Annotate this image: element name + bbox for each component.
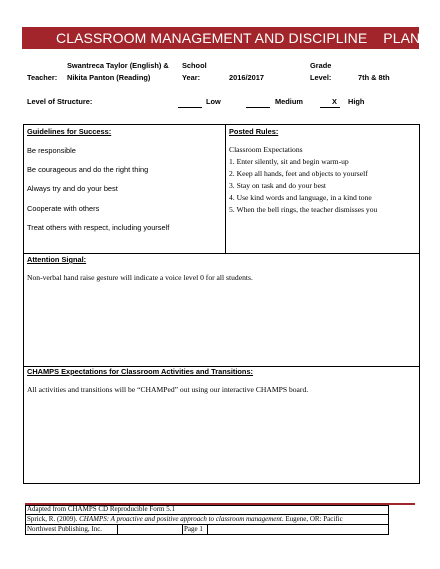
- structure-medium: Medium: [275, 97, 303, 106]
- footer-col-divider: [117, 524, 118, 535]
- teacher-name-line1: Swantreca Taylor (English) &: [67, 61, 169, 70]
- guideline-item: Always try and do your best: [27, 184, 118, 193]
- attention-signal-box: [23, 253, 420, 367]
- rule-item: 1. Enter silently, sit and begin warm-up: [229, 157, 349, 166]
- year-label: Year:: [182, 73, 201, 82]
- teacher-name-line2: Nikita Panton (Reading): [67, 73, 151, 82]
- footer-citation: [27, 515, 343, 524]
- medium-blank: [246, 107, 270, 108]
- high-blank: [320, 107, 340, 108]
- page-title: CLASSROOM MANAGEMENT AND DISCIPLINE PLAN: [22, 27, 419, 49]
- attention-text: Non-verbal hand raise gesture will indicate a voice level 0 for all students.: [27, 273, 253, 282]
- year-value: 2016/2017: [229, 73, 264, 82]
- guideline-item: Cooperate with others: [27, 204, 100, 213]
- school-label: School: [182, 61, 207, 70]
- footer-publisher: Northwest Publishing, Inc.: [27, 525, 103, 533]
- structure-high: High: [348, 97, 365, 106]
- citation-prefix: Sprick, R. (2009).: [27, 515, 80, 523]
- citation-suffix: . Eugene, OR: Pacific: [281, 515, 343, 523]
- rule-item: 3. Stay on task and do your best: [229, 181, 327, 190]
- teacher-label: Teacher:: [27, 73, 58, 82]
- guidelines-heading: Guidelines for Success:: [27, 127, 112, 136]
- attention-heading: Attention Signal:: [27, 255, 87, 264]
- footer-page-number: Page 1: [184, 525, 203, 533]
- guideline-item: Treat others with respect, including yourself: [27, 223, 170, 232]
- champs-text: All activities and transitions will be “CHAMPed” out using our interactive CHAMPS board.: [27, 385, 309, 394]
- low-blank: [178, 107, 202, 108]
- rules-subheading: Classroom Expectations: [229, 145, 303, 154]
- grade-level-value: 7th & 8th: [358, 73, 390, 82]
- grade-label: Grade: [310, 61, 332, 70]
- level-label: Level:: [310, 73, 332, 82]
- footer-adapted: Adapted from CHAMPS CD Reproducible Form 5.1: [27, 505, 175, 513]
- champs-heading: CHAMPS Expectations for Classroom Activities and Transitions:: [27, 367, 254, 376]
- structure-low: Low: [206, 97, 221, 106]
- column-divider: [225, 124, 226, 254]
- rules-heading: Posted Rules:: [229, 127, 279, 136]
- rule-item: 2. Keep all hands, feet and objects to yourself: [229, 169, 368, 178]
- guideline-item: Be courageous and do the right thing: [27, 165, 149, 174]
- structure-selected-mark: X: [332, 97, 337, 106]
- footer-col-divider: [182, 524, 183, 535]
- citation-title: CHAMPS: A proactive and positive approach to classroom management: [79, 515, 282, 523]
- rule-item: 4. Use kind words and language, in a kind tone: [229, 193, 372, 202]
- guideline-item: Be responsible: [27, 146, 76, 155]
- footer-col-divider: [207, 524, 208, 535]
- structure-label: Level of Structure:: [27, 97, 93, 106]
- rule-item: 5. When the bell rings, the teacher dismisses you: [229, 205, 378, 214]
